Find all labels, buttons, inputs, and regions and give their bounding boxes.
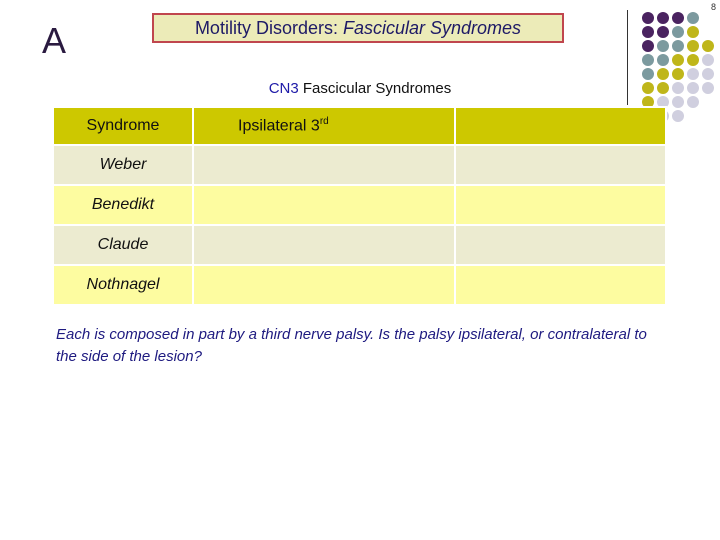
syndrome-table bbox=[52, 106, 667, 306]
dot bbox=[672, 12, 684, 24]
dot bbox=[642, 40, 654, 52]
dot bbox=[687, 26, 699, 38]
section-letter: A bbox=[42, 20, 67, 61]
dot bbox=[687, 54, 699, 66]
slide-title bbox=[152, 13, 564, 43]
dot bbox=[642, 54, 654, 66]
dot bbox=[687, 96, 699, 108]
table-cell bbox=[193, 185, 455, 225]
dot bbox=[642, 26, 654, 38]
table-header-row bbox=[53, 107, 666, 145]
dot bbox=[687, 40, 699, 52]
dot bbox=[702, 54, 714, 66]
title-prefix: Motility Disorders: bbox=[194, 17, 338, 38]
header-ipsilateral-text: Ipsilateral 3 bbox=[238, 117, 320, 135]
dot bbox=[702, 40, 714, 52]
table-cell bbox=[455, 185, 666, 225]
header-syndrome: Syndrome bbox=[53, 107, 193, 145]
dot bbox=[657, 26, 669, 38]
dot bbox=[687, 12, 699, 24]
dot bbox=[672, 96, 684, 108]
syndrome-name: Nothnagel bbox=[53, 265, 193, 305]
subtitle-highlight: CN3 bbox=[268, 80, 299, 97]
question-text: Each is composed in part by a third nerve palsy. Is the palsy ipsilateral, or contralateral to the side of the lesion? bbox=[56, 326, 647, 365]
table-row bbox=[53, 145, 666, 185]
header-ipsilateral-sup: rd bbox=[319, 116, 329, 128]
dot bbox=[642, 12, 654, 24]
table-cell bbox=[193, 145, 455, 185]
table-cell bbox=[455, 225, 666, 265]
title-italic: Fascicular Syndromes bbox=[342, 17, 522, 38]
dot bbox=[672, 110, 684, 122]
dot bbox=[702, 68, 714, 80]
table-cell bbox=[455, 145, 666, 185]
page-number: 8 bbox=[710, 2, 716, 12]
syndrome-name: Benedikt bbox=[53, 185, 193, 225]
syndrome-name: Weber bbox=[53, 145, 193, 185]
dot bbox=[672, 26, 684, 38]
dot bbox=[672, 68, 684, 80]
table-subtitle bbox=[0, 80, 720, 97]
table-cell bbox=[455, 265, 666, 305]
table-cell bbox=[193, 225, 455, 265]
dot bbox=[657, 54, 669, 66]
dot bbox=[672, 54, 684, 66]
table-row bbox=[53, 265, 666, 305]
table-row bbox=[53, 185, 666, 225]
table-cell bbox=[193, 265, 455, 305]
dot bbox=[657, 68, 669, 80]
dot bbox=[657, 40, 669, 52]
dot bbox=[687, 68, 699, 80]
header-col3 bbox=[455, 107, 666, 145]
dot bbox=[657, 12, 669, 24]
subtitle-rest: Fascicular Syndromes bbox=[298, 80, 452, 97]
table-row bbox=[53, 225, 666, 265]
dot bbox=[672, 40, 684, 52]
header-ipsilateral bbox=[193, 107, 455, 145]
syndrome-name: Claude bbox=[53, 225, 193, 265]
dot bbox=[642, 68, 654, 80]
